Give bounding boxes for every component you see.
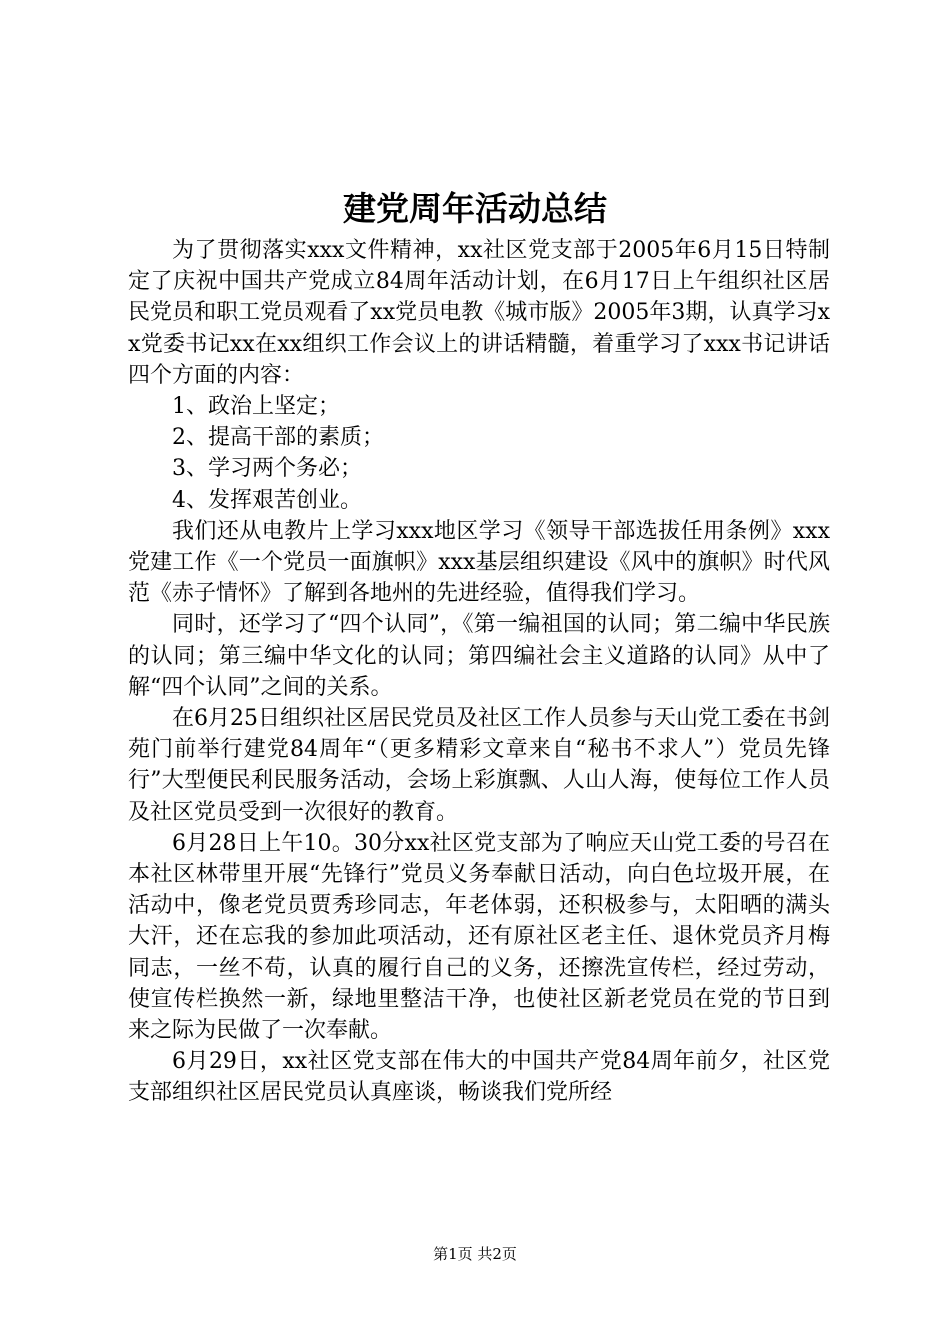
- page-number-footer: 第1页 共2页: [433, 1245, 517, 1263]
- paragraph-video-study: 我们还从电教片上学习xxx地区学习《领导干部选拔任用条例》xxx党建工作《一个党员一面旗帜》xxx基层组织建设《风中的旗帜》时代风范《赤子情怀》了解到各地州的先进经验，值得我们学习。: [128, 518, 830, 607]
- paragraph-june-28: 6月28日上午10。30分xx社区党支部为了响应天山党工委的号召在本社区林带里开展“先锋行”党员义务奉献日活动，向白色垃圾开展，在活动中，像老党员贾秀珍同志，年老体弱，还积极参与，太阳晒的满头大汗，还在忘我的参加此项活动，还有原社区老主任、退休党员齐月梅同志，一丝不苟，认真的履行自己的义务，还擦洗宣传栏，经过劳动，使宣传栏换然一新，绿地里整洁干净，也使社区新老党员在党的节日到来之际为民做了一次奉献。: [128, 830, 830, 1044]
- document-title: 建党周年活动总结: [343, 189, 607, 228]
- list-item-2: 2、提高干部的素质；: [172, 425, 384, 451]
- paragraph-june-29: 6月29日，xx社区党支部在伟大的中国共产党84周年前夕，社区党支部组织社区居民党员认真座谈，畅谈我们党所经: [128, 1049, 830, 1106]
- paragraph-june-25: 在6月25日组织社区居民党员及社区工作人员参与天山党工委在书剑苑门前举行建党84周年“（更多精彩文章来自“秘书不求人”）党员先锋行”大型便民利民服务活动，会场上彩旗飘、人山人海，使每位工作人员及社区党员受到一次很好的教育。: [128, 706, 830, 825]
- paragraph-four-identities: 同时，还学习了“四个认同”，《第一编祖国的认同；第二编中华民族的认同；第三编中华文化的认同；第四编社会主义道路的认同》从中了解“四个认同”之间的关系。: [128, 612, 830, 700]
- list-item-3: 3、学习两个务必；: [172, 456, 362, 482]
- document-body: [128, 235, 830, 1109]
- list-item-4: 4、发挥艰苦创业。: [172, 487, 362, 513]
- list-item-1: 1、政治上坚定；: [172, 394, 340, 420]
- paragraph-intro: 为了贯彻落实xxx文件精神，xx社区党支部于2005年6月15日特制定了庆祝中国共产党成立84周年活动计划，在6月17日上午组织社区居民党员和职工党员观看了xx党员电教《城市版》2005年3期，认真学习xx党委书记xx在xx组织工作会议上的讲话精髓，着重学习了xxx书记讲话四个方面的内容：: [128, 238, 830, 388]
